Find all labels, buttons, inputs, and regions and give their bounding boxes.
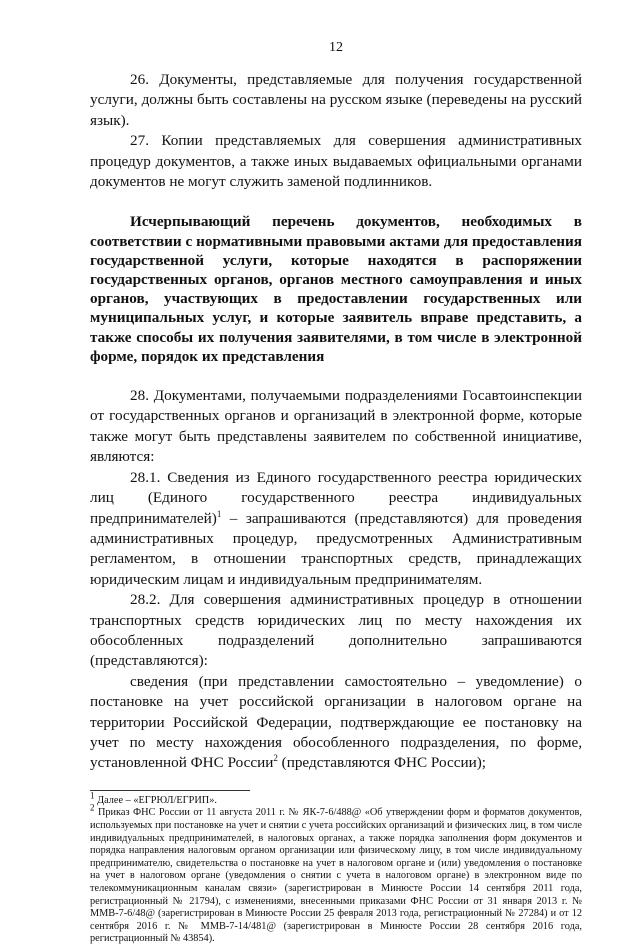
footnote-1-marker: 1 <box>90 790 95 801</box>
paragraph-26: 26. Документы, представляемые для получения государственной услуги, должны быть составлены на русском языке (переведены на русский язык). <box>90 71 582 129</box>
spacer <box>90 366 582 386</box>
paragraph-27: 27. Копии представляемых для совершения административных процедур документов, а также иных выдаваемых официальными органами документов не могут служить заменой подлинников. <box>90 132 582 191</box>
paragraph-28-1 <box>90 468 582 590</box>
spacer <box>90 192 582 212</box>
page-number: 12 <box>329 40 343 55</box>
footnote-1 <box>90 790 582 808</box>
paragraph-svedeniya-text-b: (представляются ФНС России); <box>277 754 486 772</box>
paragraph-28-1-text-b: – запрашиваются (представляются) для проведения административных процедур, предусмотренных Административным регламентом, в отношении транспортных средств, принадлежащих юридическим лицам и индивидуальным предпринимателям. <box>90 509 582 588</box>
footnote-ref-1: 1 <box>216 508 222 519</box>
paragraph-svedeniya <box>90 672 582 774</box>
paragraph-28: 28. Документами, получаемыми подразделениями Госавтоинспекции от государственных органов и организаций в электронной форме, которые также могут быть представлены заявителем по собственной инициативе, являются: <box>90 387 582 466</box>
footnote-2-text: Приказ ФНС России от 11 августа 2011 г. № ЯК-7-6/488@ «Об утверждении форм и форматов документов, используемых при постановке на учет и снятии с учета российских организаций и физических лиц, в том числе индивидуальных предпринимателей, в налоговых органах, а также порядка заполнения форм документов и порядка направления налоговым органом организации или физическому лицу, в том числе индивидуальному предпринимателю, свидетельства о постановке на учет в налоговом органе и (или) уведомления о постановке на учет в налоговом органе (уведомления о снятии с учета в налоговом органе) в электронном виде по телекоммуникационным каналам связи» (зарегистрирован в Минюсте России 14 сентября 2011 года, регистрационный № 21794), с изменениями, внесенными приказами ФНС России от 31 января 2013 г. № ММВ-7-6/48@ (зарегистрирован в Минюсте России 25 февраля 2013 года, регистрационный № 27284) и от 12 сентября 2016 г. № ММВ-7-14/481@ (зарегистрирован в Минюсте России 28 сентября 2016 года, регистрационный № 43854). <box>90 807 582 945</box>
paragraph-28-1-text-a: 28.1. Сведения из Единого государственного реестра юридических лиц (Единого государственного реестра индивидуальных предпринимателей) <box>90 468 582 527</box>
footnote-2 <box>90 802 582 946</box>
footnote-1-text: Далее – «ЕГРЮЛ/ЕГРИП». <box>94 794 217 806</box>
footnote-divider <box>90 790 250 791</box>
paragraph-svedeniya-text-a: сведения (при представлении самостоятельно – уведомление) о постановке на учет российской организации в налоговом органе на территории Российской Федерации, подтверждающие ее постановку на учет по месту нахождения обособленного подразделения, по форме, установленной ФНС России <box>90 672 582 772</box>
footnote-ref-2: 2 <box>273 753 278 764</box>
footnote-2-marker: 2 <box>90 802 95 813</box>
paragraph-28-2: 28.2. Для совершения административных процедур в отношении транспортных средств юридических лиц по месту нахождения их обособленных подразделений дополнительно запрашиваются (представляются): <box>90 591 582 670</box>
section-heading: Исчерпывающий перечень документов, необходимых в соответствии с нормативными правовыми актами для предоставления государственной услуги, которые находятся в распоряжении государственных органов, органов местного самоуправления и иных органов, участвующих в предоставлении государственных или муниципальных услуг, и которые заявитель вправе представить, а также способы их получения заявителями, в том числе в электронной форме, порядок их представления <box>90 213 582 365</box>
